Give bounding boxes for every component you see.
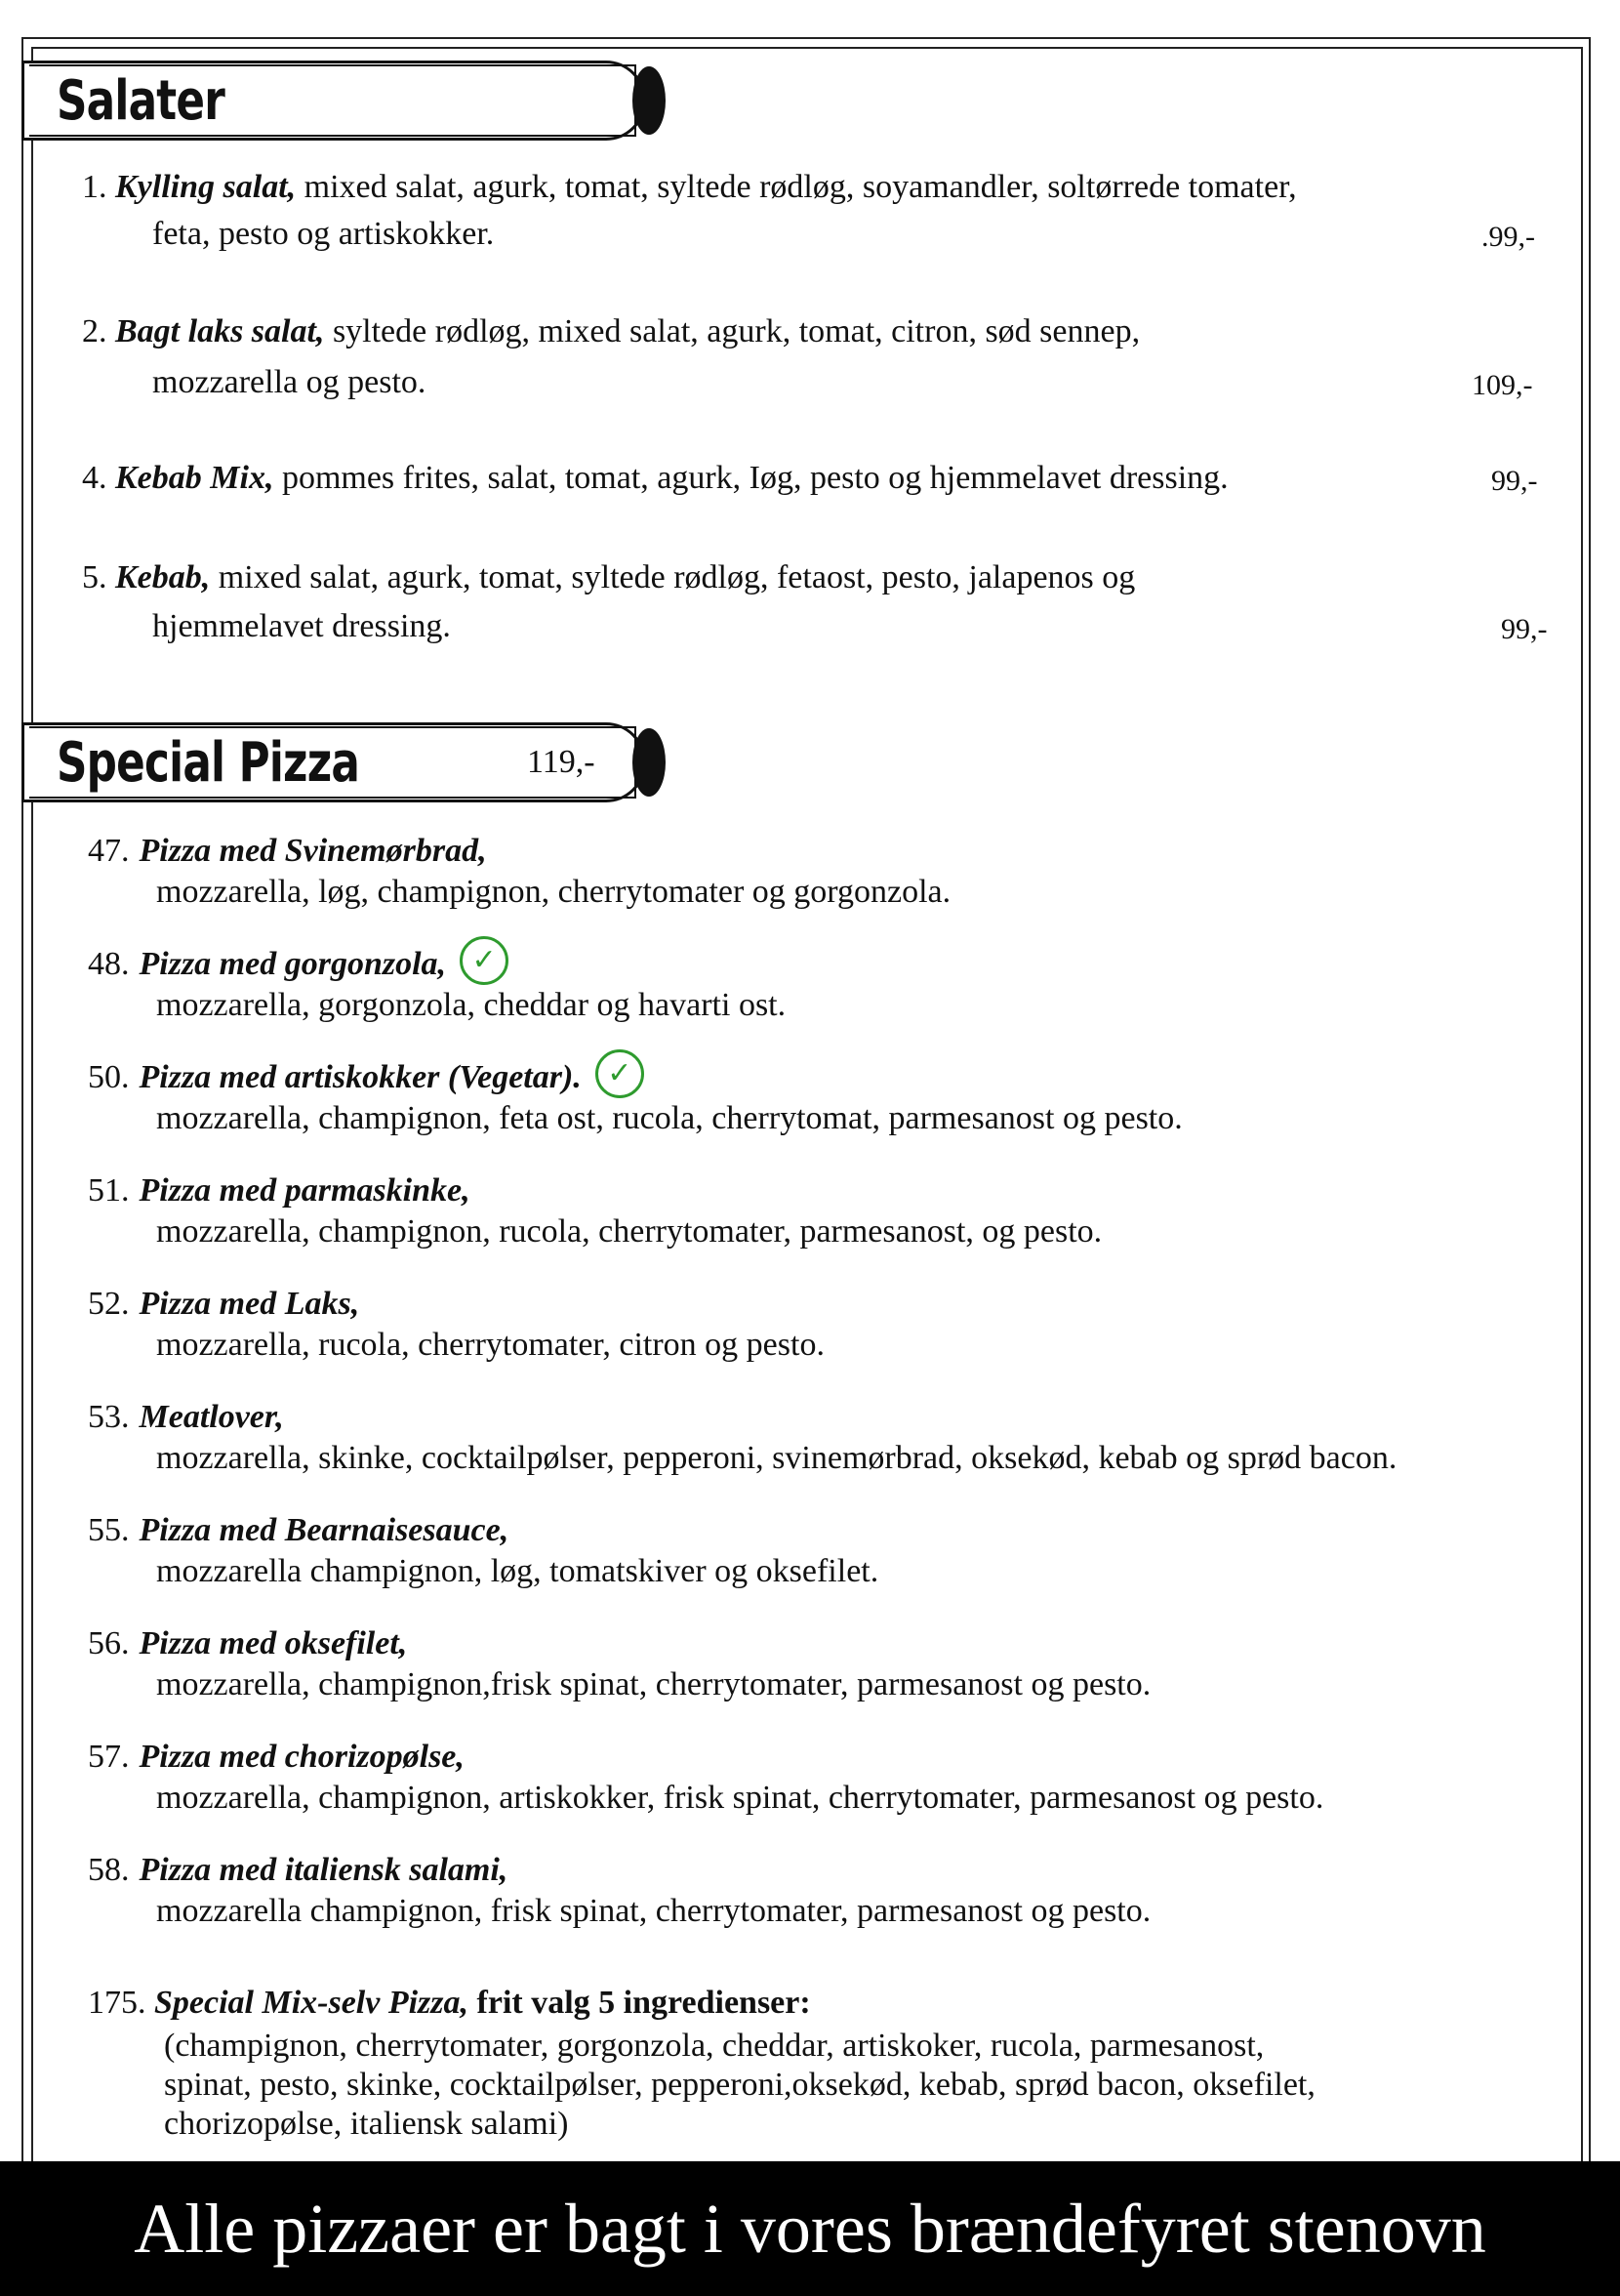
salad-item-5-desc: hjemmelavet dressing. bbox=[152, 608, 451, 644]
pizza-item-51-desc: mozzarella, champignon, rucola, cherrytomater, parmesanost, og pesto. bbox=[156, 1213, 1103, 1250]
pizza-item-48-desc: mozzarella, gorgonzola, cheddar og havarti ost. bbox=[156, 987, 787, 1023]
pizza-item-52: 52. Pizza med Laks, bbox=[88, 1286, 360, 1322]
pizza-item-50-desc: mozzarella, champignon, feta ost, rucola, cherrytomat, parmesanost og pesto. bbox=[156, 1100, 1183, 1136]
salad-item-1: 1. Kylling salat, mixed salat, agurk, tomat, syltede rødløg, soyamandler, soltørrede tomater, bbox=[82, 169, 1297, 205]
vegetarian-leaf-icon: ✓ bbox=[595, 1049, 644, 1098]
pizza-item-56-desc: mozzarella, champignon,frisk spinat, cherrytomater, parmesanost og pesto. bbox=[156, 1666, 1152, 1702]
pizza-item-56: 56. Pizza med oksefilet, bbox=[88, 1625, 408, 1661]
pizza-item-57-desc: mozzarella, champignon, artiskokker, frisk spinat, cherrytomater, parmesanost og pesto. bbox=[156, 1780, 1324, 1816]
pizza-item-58: 58. Pizza med italiensk salami, bbox=[88, 1852, 508, 1888]
salad-item-5-price: 99,- bbox=[1501, 613, 1548, 645]
special-pizza-title: Special Pizza bbox=[57, 731, 360, 795]
pizza-item-47: 47. Pizza med Svinemørbrad, bbox=[88, 833, 487, 869]
salad-item-2-price: 109,- bbox=[1472, 369, 1533, 401]
pizza-item-57: 57. Pizza med chorizopølse, bbox=[88, 1739, 465, 1775]
pizza-item-175: 175. Special Mix-selv Pizza, frit valg 5 ingredienser: bbox=[88, 1985, 811, 2021]
pizza-item-47-desc: mozzarella, løg, champignon, cherrytomater og gorgonzola. bbox=[156, 874, 952, 910]
pizza-item-175-line-1: (champignon, cherrytomater, gorgonzola, cheddar, artiskoker, rucola, parmesanost, bbox=[164, 2028, 1265, 2064]
pizza-item-53-desc: mozzarella, skinke, cocktailpølser, pepperoni, svinemørbrad, oksekød, kebab og sprød bacon. bbox=[156, 1440, 1397, 1476]
salad-item-1-desc: feta, pesto og artiskokker. bbox=[152, 216, 495, 252]
footer-banner: Alle pizzaer er bagt i vores brændefyret stenovn bbox=[0, 2161, 1620, 2296]
pizza-item-48: 48. Pizza med gorgonzola, ✓ bbox=[88, 943, 508, 986]
pizza-item-50: 50. Pizza med artiskokker (Vegetar). ✓ bbox=[88, 1056, 644, 1099]
salater-title: Salater bbox=[57, 69, 224, 133]
pizza-item-53: 53. Meatlover, bbox=[88, 1399, 284, 1435]
vegetarian-leaf-icon: ✓ bbox=[460, 936, 508, 985]
salad-item-4-price: 99,- bbox=[1491, 465, 1538, 497]
salater-header bbox=[21, 61, 666, 141]
pizza-item-52-desc: mozzarella, rucola, cherrytomater, citron og pesto. bbox=[156, 1327, 825, 1363]
pizza-item-55: 55. Pizza med Bearnaisesauce, bbox=[88, 1512, 509, 1548]
pizza-item-58-desc: mozzarella champignon, frisk spinat, cherrytomater, parmesanost og pesto. bbox=[156, 1893, 1152, 1929]
salad-item-1-price: .99,- bbox=[1481, 221, 1535, 253]
salad-item-2-desc: mozzarella og pesto. bbox=[152, 364, 426, 400]
pizza-item-175-line-3: chorizopølse, italiensk salami) bbox=[164, 2106, 569, 2142]
salad-item-4: 4. Kebab Mix, pommes frites, salat, tomat, agurk, Iøg, pesto og hjemmelavet dressing. bbox=[82, 460, 1229, 496]
pizza-item-175-line-2: spinat, pesto, skinke, cocktailpølser, pepperoni,oksekød, kebab, sprød bacon, oksefilet, bbox=[164, 2067, 1316, 2103]
salad-item-5: 5. Kebab, mixed salat, agurk, tomat, syltede rødløg, fetaost, pesto, jalapenos og bbox=[82, 559, 1136, 595]
special-pizza-price: 119,- bbox=[527, 744, 595, 780]
pizza-item-51: 51. Pizza med parmaskinke, bbox=[88, 1172, 470, 1209]
pizza-item-55-desc: mozzarella champignon, løg, tomatskiver og oksefilet. bbox=[156, 1553, 879, 1589]
salad-item-2: 2. Bagt laks salat, syltede rødløg, mixed salat, agurk, tomat, citron, sød sennep, bbox=[82, 313, 1141, 349]
special-pizza-header bbox=[21, 722, 666, 802]
